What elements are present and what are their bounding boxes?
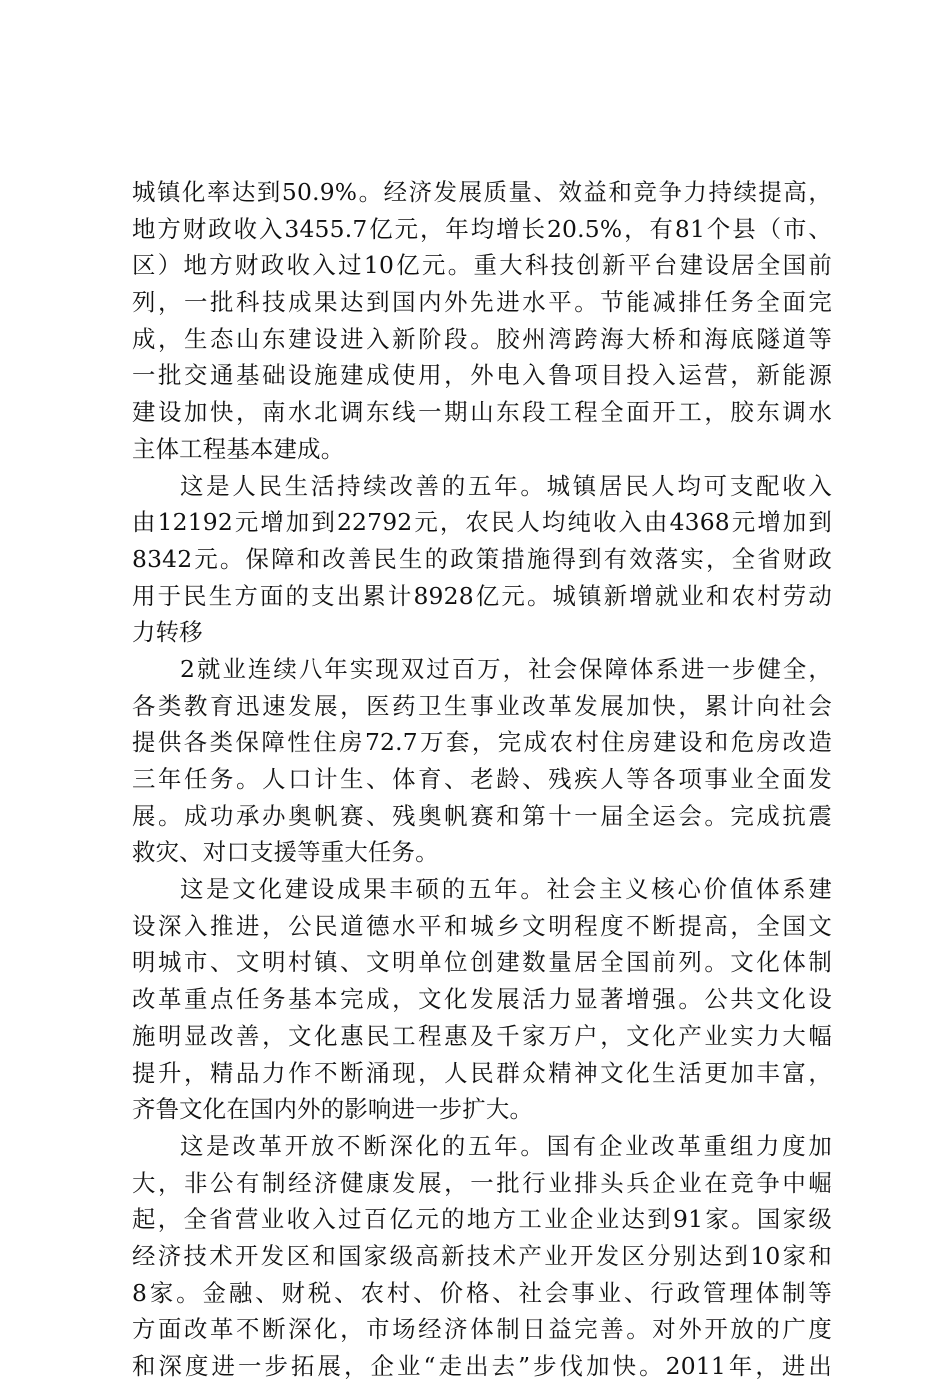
text-line: 各类教育迅速发展，医药卫生事业改革发展加快，累计向社会 xyxy=(132,691,832,720)
text-line: 救灾、对口支援等重大任务。 xyxy=(132,838,439,867)
text-line: 成，生态山东建设进入新阶段。胶州湾跨海大桥和海底隧道等 xyxy=(132,324,832,353)
text-line: 经济技术开发区和国家级高新技术产业开发区分别达到10家和 xyxy=(132,1241,832,1270)
document-body-text xyxy=(132,174,832,1385)
text-line: 8家。金融、财税、农村、价格、社会事业、行政管理体制等 xyxy=(132,1278,832,1307)
text-line: 三年任务。人口计生、体育、老龄、残疾人等各项事业全面发 xyxy=(132,765,832,793)
text-line: 提升，精品力作不断涌现，人民群众精神文化生活更加丰富， xyxy=(132,1058,832,1087)
text-line: 起，全省营业收入过百亿元的地方工业企业达到91家。国家级 xyxy=(132,1205,832,1234)
text-line: 用于民生方面的支出累计8928亿元。城镇新增就业和农村劳动 xyxy=(132,581,832,610)
text-line: 明城市、文明村镇、文明单位创建数量居全国前列。文化体制 xyxy=(132,948,832,977)
text-line: 区）地方财政收入过10亿元。重大科技创新平台建设居全国前 xyxy=(132,251,832,280)
text-line: 展。成功承办奥帆赛、残奥帆赛和第十一届全运会。完成抗震 xyxy=(132,801,832,830)
text-line: 城镇化率达到50.9%。经济发展质量、效益和竞争力持续提高， xyxy=(132,178,832,206)
text-line: 这是人民生活持续改善的五年。城镇居民人均可支配收入 xyxy=(180,471,832,500)
text-line: 8342元。保障和改善民生的政策措施得到有效落实，全省财政 xyxy=(132,544,832,573)
text-line: 建设加快，南水北调东线一期山东段工程全面开工，胶东调水 xyxy=(132,398,832,427)
text-line: 大，非公有制经济健康发展，一批行业排头兵企业在竞争中崛 xyxy=(132,1168,832,1197)
text-line: 设深入推进，公民道德水平和城乡文明程度不断提高，全国文 xyxy=(132,911,832,940)
text-line: 2就业连续八年实现双过百万，社会保障体系进一步健全， xyxy=(180,654,832,683)
text-line: 力转移 xyxy=(132,618,203,647)
text-line: 改革重点任务基本完成，文化发展活力显著增强。公共文化设 xyxy=(132,985,832,1014)
text-line: 地方财政收入3455.7亿元，年均增长20.5%，有81个县（市、 xyxy=(132,214,832,243)
text-line: 提供各类保障性住房72.7万套，完成农村住房建设和危房改造 xyxy=(132,728,832,757)
text-line: 齐鲁文化在国内外的影响进一步扩大。 xyxy=(132,1095,534,1124)
text-line: 这是改革开放不断深化的五年。国有企业改革重组力度加 xyxy=(180,1131,832,1160)
text-line: 施明显改善，文化惠民工程惠及千家万户，文化产业实力大幅 xyxy=(132,1021,832,1050)
text-line: 主体工程基本建成。 xyxy=(132,434,345,463)
text-line: 由12192元增加到22792元，农民人均纯收入由4368元增加到 xyxy=(132,508,832,537)
text-line: 方面改革不断深化，市场经济体制日益完善。对外开放的广度 xyxy=(132,1315,832,1344)
text-line: 这是文化建设成果丰硕的五年。社会主义核心价值体系建 xyxy=(180,875,832,904)
text-line: 列，一批科技成果达到国内外先进水平。节能减排任务全面完 xyxy=(132,288,832,317)
text-line: 一批交通基础设施建成使用，外电入鲁项目投入运营，新能源 xyxy=(132,361,832,390)
text-line: 和深度进一步拓展，企业“走出去”步伐加快。2011年，进出 xyxy=(132,1352,832,1380)
